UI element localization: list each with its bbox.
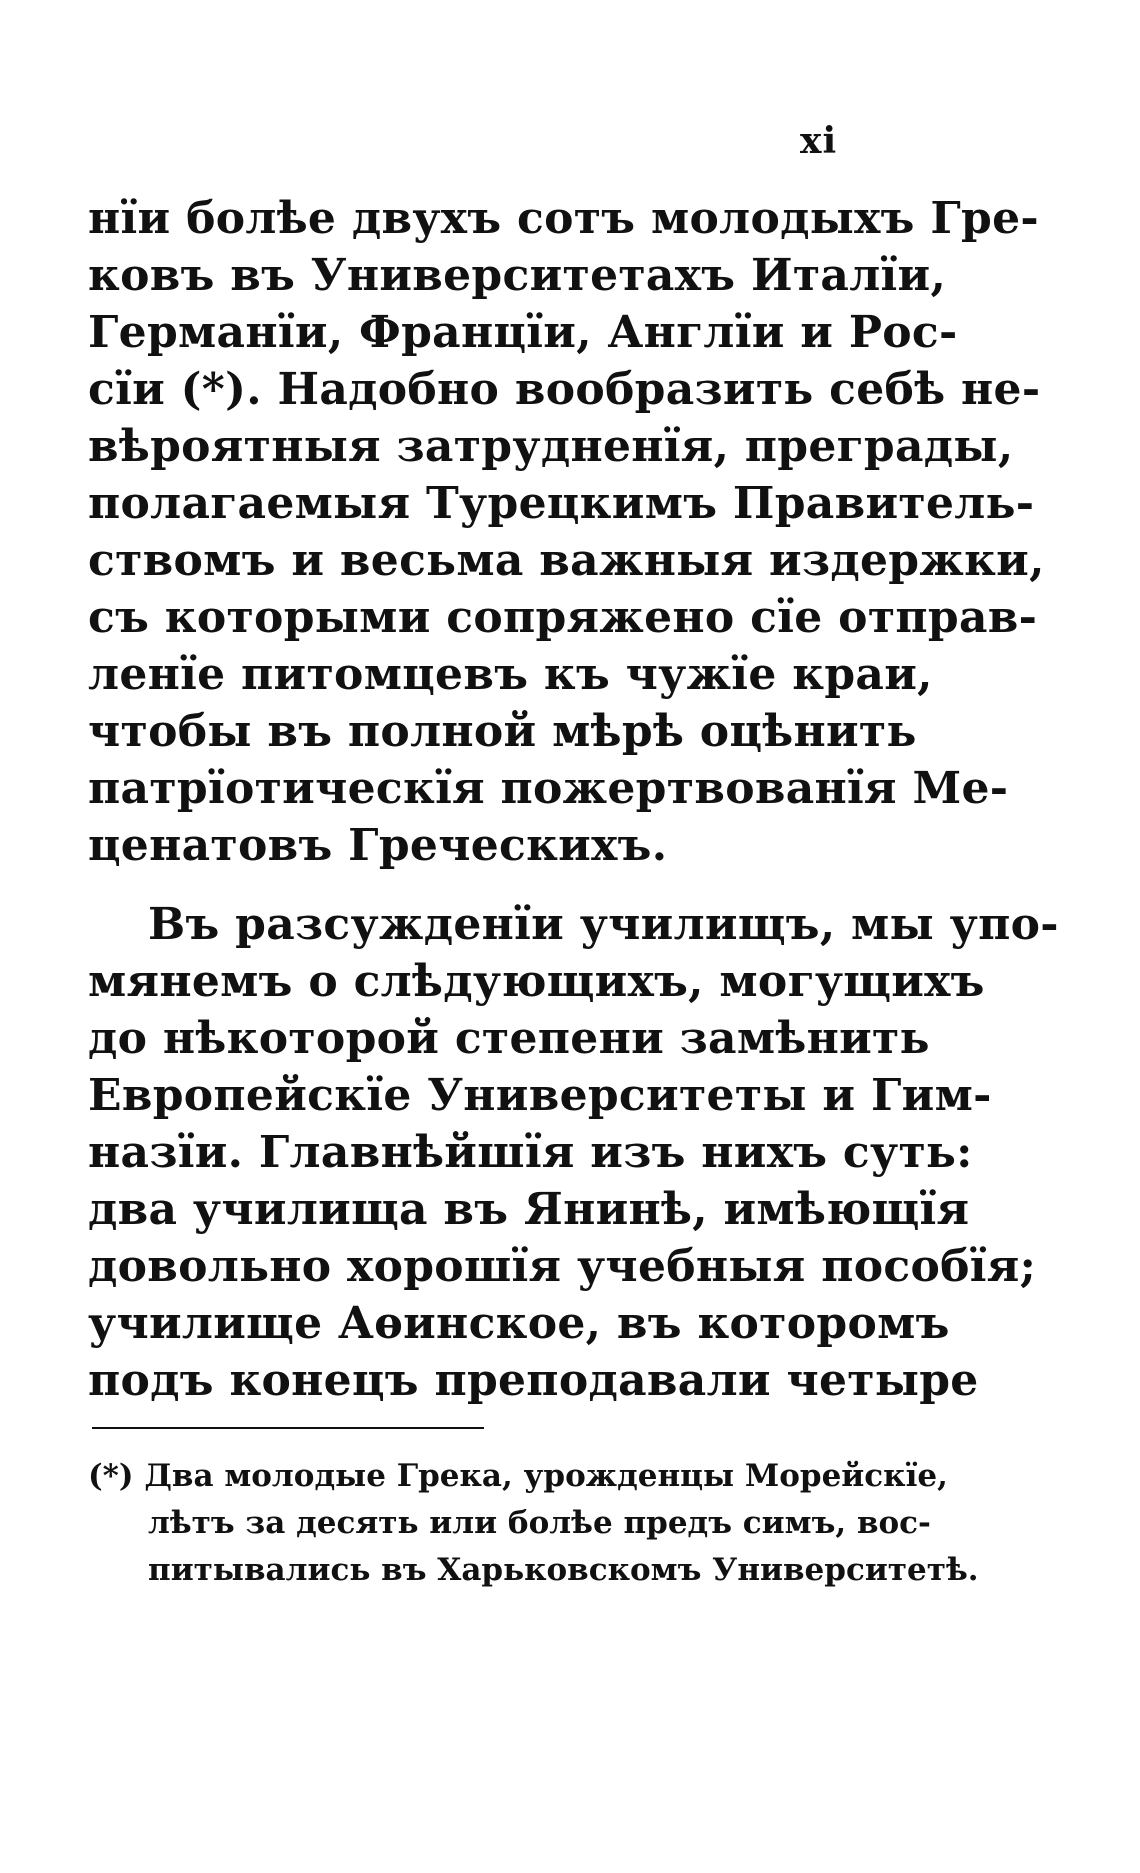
text-line: назїи. Главнѣйшїя изъ нихъ суть: bbox=[88, 1127, 973, 1178]
text-line: Германїи, Францїи, Англїи и Рос- bbox=[88, 307, 958, 358]
text-line: два училища въ Янинѣ, имѣющїя bbox=[88, 1184, 970, 1235]
footnote-line: (*) Два молодые Грека, урожденцы Морейскїе, bbox=[88, 1458, 948, 1494]
paragraph-2 bbox=[88, 896, 1059, 1409]
text-line: патрїотическїя пожертвованїя Ме- bbox=[88, 763, 1009, 814]
text-line: съ которыми сопряжено сїе отправ- bbox=[88, 592, 1038, 643]
text-line: ковъ въ Университетахъ Италїи, bbox=[88, 250, 947, 301]
footnote-line: питывались въ Харьковскомъ Университетѣ. bbox=[148, 1552, 979, 1588]
text-line: до нѣкоторой степени замѣнить bbox=[88, 1013, 930, 1064]
text-line: мянемъ о слѣдующихъ, могущихъ bbox=[88, 956, 985, 1007]
footnote-line: лѣтъ за десять или болѣе предъ симъ, вос- bbox=[148, 1505, 931, 1541]
main-text bbox=[88, 190, 1059, 1409]
text-line: чтобы въ полной мѣрѣ оцѣнить bbox=[88, 706, 917, 757]
footnote-rule bbox=[92, 1427, 484, 1429]
text-line: вѣроятныя затрудненїя, преграды, bbox=[88, 421, 1014, 472]
text-line: сїи (*). Надобно вообразить себѣ не- bbox=[88, 364, 1041, 415]
page-number: xi bbox=[800, 120, 838, 162]
text-line: училище Аѳинское, въ которомъ bbox=[88, 1298, 950, 1349]
text-line: довольно хорошїя учебныя пособїя; bbox=[88, 1241, 1037, 1292]
paragraph-1 bbox=[88, 190, 1045, 874]
text-line: ленїе питомцевъ къ чужїе краи, bbox=[88, 649, 933, 700]
text-line: Въ разсужденїи училищъ, мы упо- bbox=[148, 899, 1059, 950]
paragraph-gap bbox=[88, 874, 903, 896]
text-line: нїи болѣе двухъ сотъ молодыхъ Гре- bbox=[88, 193, 1039, 244]
text-line: ценатовъ Греческихъ. bbox=[88, 820, 668, 871]
footnote bbox=[88, 1453, 979, 1594]
text-line: Европейскїе Университеты и Гим- bbox=[88, 1070, 992, 1121]
text-line: полагаемыя Турецкимъ Правитель- bbox=[88, 478, 1035, 529]
text-line: ствомъ и весьма важныя издержки, bbox=[88, 535, 1045, 586]
text-line: подъ конецъ преподавали четыре bbox=[88, 1355, 979, 1406]
